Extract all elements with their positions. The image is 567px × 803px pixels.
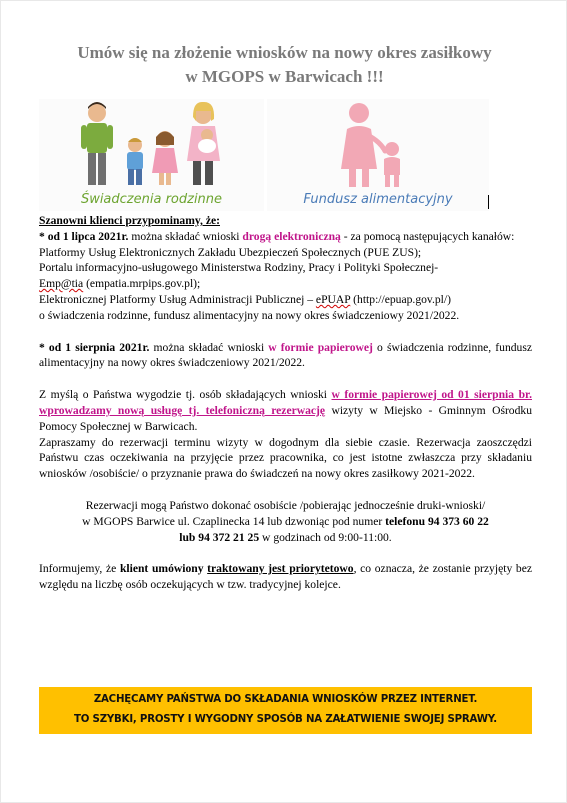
paragraph-electronic bbox=[39, 229, 532, 245]
p3-text-a: Z myślą o Państwa wygodzie tj. osób składających wnioski bbox=[39, 388, 332, 402]
p2-text-a: można składać wnioski bbox=[149, 340, 269, 354]
p3-text-b: wizyty w Miejsko - Gminnym Ośrodku Pomocy Społecznej w Barwicach. bbox=[39, 403, 532, 433]
epuap-text: Elektronicznej Platformy Usług Administracji Publicznej – bbox=[39, 292, 316, 306]
logo-right-caption: Fundusz alimentacyjny bbox=[303, 192, 453, 207]
paragraph-phone-reservation bbox=[39, 387, 532, 434]
page-title bbox=[31, 41, 538, 89]
p1-text-a: można składać wnioski bbox=[128, 229, 243, 243]
title-line-1: Umów się na złożenie wniosków na nowy okres zasiłkowy bbox=[77, 43, 492, 62]
date-august: * od 1 sierpnia 2021r. bbox=[39, 340, 150, 354]
logo-left-caption: Świadczenia rodzinne bbox=[80, 192, 223, 207]
p2-text-b: o świadczenia rodzinne, fundusz alimentacyjny na nowy okres świadczeniowy 2021/2022. bbox=[39, 340, 532, 370]
fundusz-alimentacyjny-logo bbox=[267, 99, 489, 211]
empatia-url: (empatia.mrpips.gov.pl); bbox=[83, 277, 201, 291]
title-line-2: w MGOPS w Barwicach !!! bbox=[185, 67, 384, 86]
p1-text-b: - za pomocą następujących kanałów: bbox=[340, 229, 515, 243]
phone-number-2: lub 94 372 21 25 bbox=[179, 530, 260, 544]
priority-text: traktowany jest priorytetowo bbox=[207, 562, 354, 576]
highlight-phone-reservation: w formie papierowej od 01 sierpnia br. wprowadzamy nową usługę tj. telefoniczną rezerwację bbox=[39, 388, 532, 417]
p6-text-a: Informujemy, że bbox=[39, 562, 120, 576]
portal-text: Portalu informacyjno-usługowego Ministerstwa Rodziny, Pracy i Polityki Społecznej- bbox=[39, 261, 439, 275]
client-scheduled: klient umówiony bbox=[119, 562, 204, 576]
paragraph-invitation: Zapraszamy do rezerwacji terminu wizyty w dogodnym dla siebie czasie. Rezerwacja zaoszczędzi Państwu czas oczekiwania na przyjęcie przez pracownika, co jest istotne zwłaszcza przy składaniu wniosków /osobiście/ o przyznanie prawa do świadczeń na nowy okres zasiłkowy 2021-2022. bbox=[39, 435, 532, 481]
empatia-name: Emp@tia bbox=[39, 277, 84, 291]
contact-line-1: Rezerwacji mogą Państwo dokonać osobiście /pobierając jednocześnie druki-wnioski/ bbox=[85, 498, 486, 512]
date-july: * od 1 lipca 2021r. bbox=[39, 229, 129, 243]
highlight-electronic: drogą elektroniczną bbox=[242, 229, 341, 243]
highlight-paper: w formie papierowej bbox=[268, 340, 373, 354]
banner-line-2: TO SZYBKI, PROSTY I WYGODNY SPOSÓB NA ZAŁATWIENIE SWOJEJ SPRAWY. bbox=[74, 714, 497, 725]
intro-heading: Szanowni klienci przypominamy, że: bbox=[39, 214, 220, 227]
logos-banner bbox=[39, 99, 489, 211]
phone-number-1: telefonu 94 373 60 22 bbox=[385, 514, 489, 528]
family-illustration-icon bbox=[39, 99, 264, 191]
office-hours: w godzinach od 9:00-11:00. bbox=[259, 530, 392, 544]
text-cursor bbox=[488, 195, 489, 209]
mother-child-icon bbox=[267, 99, 489, 191]
channel-zus: Platformy Usług Elektronicznych Zakładu Ubezpieczeń Społecznych (PUE ZUS); bbox=[39, 245, 422, 259]
paragraph-contact bbox=[39, 498, 532, 545]
epuap-url: (http://epuap.gov.pl/) bbox=[350, 292, 451, 306]
channel-portal bbox=[39, 260, 532, 292]
p6-text-b: , co oznacza, że zostanie przyjęty bez względu na liczbę osób oczekujących w tzw. tradycyjnej kolejce. bbox=[39, 562, 532, 592]
swiadczenia-rodzinne-logo bbox=[39, 99, 264, 211]
document-body bbox=[39, 213, 532, 593]
paragraph-paper bbox=[39, 340, 532, 372]
encouragement-banner bbox=[39, 687, 532, 734]
channel-summary: o świadczenia rodzinne, fundusz alimentacyjny na nowy okres świadczeniowy 2021/2022. bbox=[39, 308, 460, 322]
paragraph-priority bbox=[39, 561, 532, 593]
epuap-name: ePUAP bbox=[315, 292, 351, 306]
banner-line-1: ZACHĘCAMY PAŃSTWA DO SKŁADANIA WNIOSKÓW PRZEZ INTERNET. bbox=[93, 694, 478, 705]
contact-address: w MGOPS Barwice ul. Czaplinecka 14 lub dzwoniąc pod numer bbox=[82, 514, 386, 528]
channel-epuap bbox=[39, 292, 532, 308]
